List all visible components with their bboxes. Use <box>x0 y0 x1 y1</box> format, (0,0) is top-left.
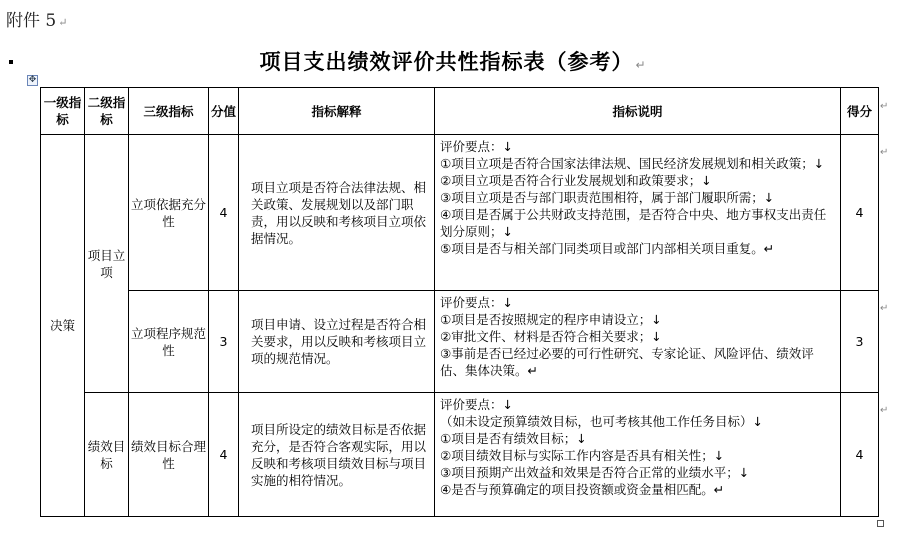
desc-line: 评价要点：↓ <box>440 295 513 310</box>
desc-line: ③项目立项是否与部门职责范围相符，属于部门履职所需；↓ <box>440 190 775 205</box>
table-row <box>41 393 879 517</box>
desc-cell <box>435 393 841 517</box>
desc-line: ①项目是否有绩效目标；↓ <box>440 431 587 446</box>
level1-cell: 决策 <box>41 135 85 517</box>
desc-line: ③项目预期产出效益和效果是否符合正常的业绩水平；↓ <box>440 465 750 480</box>
desc-line: ①项目是否按照规定的程序申请设立；↓ <box>440 312 662 327</box>
level2-cell: 绩效目标 <box>85 393 129 517</box>
level3-cell: 绩效目标合理性 <box>129 393 209 517</box>
header-level3: 三级指标 <box>129 88 209 135</box>
header-score: 分值 <box>209 88 239 135</box>
table-move-handle-icon[interactable]: ✥ <box>28 75 37 85</box>
paragraph-mark-icon: ↵ <box>58 16 68 29</box>
row-end-mark-icon: ↵ <box>880 405 889 416</box>
score-cell: 4 <box>209 393 239 517</box>
result-cell: 4 <box>841 393 879 517</box>
explain-cell: 项目立项是否符合法律法规、相关政策、发展规划以及部门职责，用以反映和考核项目立项依据情况。 <box>239 135 435 291</box>
desc-cell <box>435 291 841 393</box>
desc-line: 评价要点：↓ <box>440 139 513 154</box>
desc-line: ②审批文件、材料是否符合相关要求；↓ <box>440 329 662 344</box>
level3-cell: 立项依据充分性 <box>129 135 209 291</box>
desc-line: （如未设定预算绩效目标，也可考核其他工作任务目标）↓ <box>440 414 763 429</box>
desc-line: 评价要点：↓ <box>440 397 513 412</box>
level3-cell: 立项程序规范性 <box>129 291 209 393</box>
indicator-table <box>40 87 879 517</box>
header-desc: 指标说明 <box>435 88 841 135</box>
table-row <box>41 135 879 291</box>
desc-line: ②项目绩效目标与实际工作内容是否具有相关性；↓ <box>440 448 725 463</box>
explain-cell: 项目申请、设立过程是否符合相关要求，用以反映和考核项目立项的规范情况。 <box>239 291 435 393</box>
result-cell: 4 <box>841 135 879 291</box>
score-cell: 3 <box>209 291 239 393</box>
result-cell: 3 <box>841 291 879 393</box>
header-result: 得分 <box>841 88 879 135</box>
header-level1: 一级指标 <box>41 88 85 135</box>
explain-cell: 项目所设定的绩效目标是否依据充分，是否符合客观实际，用以反映和考核项目绩效目标与项目实施的相符情况。 <box>239 393 435 517</box>
desc-line: ②项目立项是否符合行业发展规划和政策要求；↓ <box>440 173 712 188</box>
desc-line: ③事前是否已经过必要的可行性研究、专家论证、风险评估、绩效评估、集体决策。↵ <box>440 346 814 378</box>
desc-line: ④项目是否属于公共财政支持范围，是否符合中央、地方事权支出责任划分原则；↓ <box>440 207 827 239</box>
row-end-mark-icon: ↵ <box>880 303 889 314</box>
desc-line: ④是否与预算确定的项目投资额或资金量相匹配。↵ <box>440 482 725 497</box>
row-end-mark-icon: ↵ <box>880 147 889 158</box>
desc-line: ⑤项目是否与相关部门同类项目或部门内部相关项目重复。↵ <box>440 241 775 256</box>
table-resize-handle-icon[interactable] <box>877 520 884 527</box>
score-cell: 4 <box>209 135 239 291</box>
page-title: 项目支出绩效评价共性指标表（参考） ↵ <box>259 50 647 74</box>
header-explain: 指标解释 <box>239 88 435 135</box>
table-header-row <box>41 88 879 135</box>
desc-cell <box>435 135 841 291</box>
attachment-label: 附件 5 ↵ <box>6 11 68 31</box>
row-end-mark-icon: ↵ <box>880 101 889 112</box>
header-level2: 二级指标 <box>85 88 129 135</box>
paragraph-mark-icon: ↵ <box>635 58 647 72</box>
table-row <box>41 291 879 393</box>
level2-cell: 项目立项 <box>85 135 129 393</box>
desc-line: ①项目立项是否符合国家法律法规、国民经济发展规划和相关政策；↓ <box>440 156 825 171</box>
